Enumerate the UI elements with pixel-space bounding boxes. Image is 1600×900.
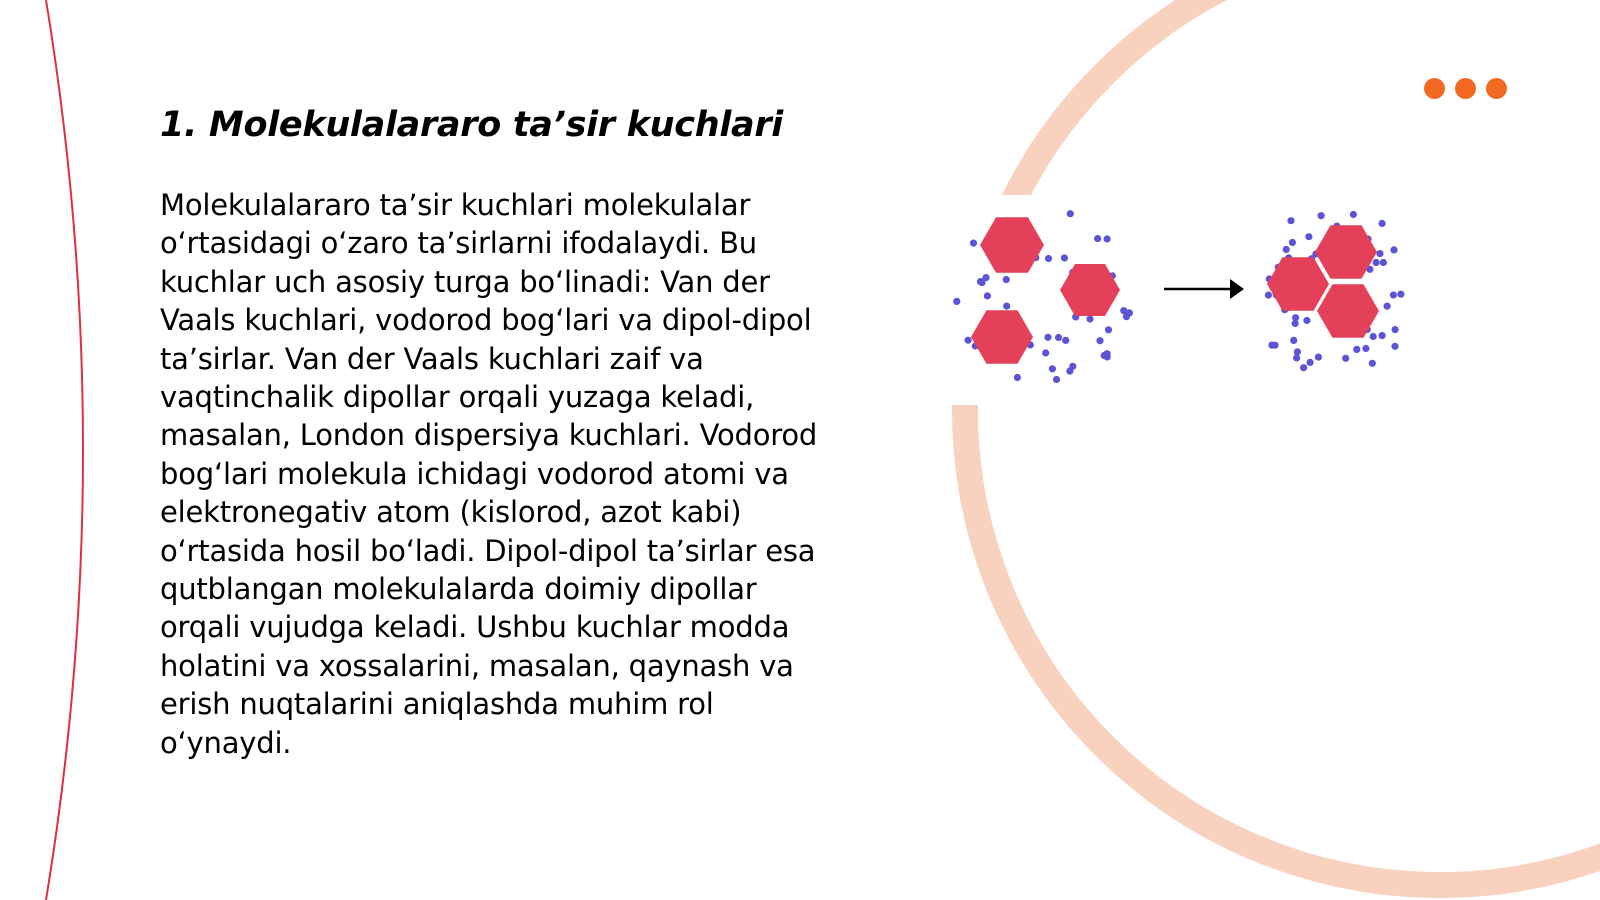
particle-dot	[1384, 303, 1391, 310]
particle-dot	[1055, 334, 1062, 341]
particle-dot	[1376, 250, 1383, 257]
particle-dot	[1390, 291, 1397, 298]
dot	[1486, 78, 1507, 99]
particle-dot	[1265, 292, 1272, 299]
particle-dot	[1289, 239, 1296, 246]
particle-dot	[1104, 235, 1111, 242]
particle-dot	[1318, 212, 1325, 219]
left-accent-arc	[46, 0, 83, 900]
particle-dot	[1044, 334, 1051, 341]
particle-dot	[1342, 355, 1349, 362]
particle-dot	[1370, 333, 1377, 340]
particle-dot	[1042, 349, 1049, 356]
particle-dot	[1373, 259, 1380, 266]
particle-dot	[1003, 276, 1010, 283]
particle-dot	[1061, 254, 1068, 261]
particle-dot	[1104, 350, 1111, 357]
particle-dot	[1126, 309, 1133, 316]
particle-dot	[1369, 360, 1376, 367]
particle-dot	[1105, 326, 1112, 333]
particle-dot	[1045, 255, 1052, 262]
particle-dot	[1379, 332, 1386, 339]
particle-dot	[1069, 363, 1076, 370]
dot	[1455, 78, 1476, 99]
molecule-aggregation-illustration	[950, 195, 1450, 405]
particle-dot	[1094, 235, 1101, 242]
particle-dot	[970, 240, 977, 247]
particle-dot	[1350, 211, 1357, 218]
dot	[1424, 78, 1445, 99]
particle-dot	[1086, 315, 1093, 322]
particle-dot	[1271, 342, 1278, 349]
slide-body: Molekulalararo ta’sir kuchlari molekulalar o‘rtasidagi o‘zaro ta’sirlarni ifodalaydi. Bu kuchlar uch asosiy turga bo‘linadi: Van der Vaals kuchlari, vodorod bog‘lari va dipol-dipol ta’sirlar. Van der Vaals kuchlari zaif va vaqtinchalik dipollar orqali yuzaga keladi, masalan, London dispersiya kuchlari. Vodorod bog‘lari molekula ichidagi vodorod atomi va elektronegativ atom (kislorod, azot kabi) o‘rtasida hosil bo‘ladi. Dipol-dipol ta’sirlar esa qutblangan molekulalarda doimiy dipollar orqali vujudga keladi. Ushbu kuchlar modda holatini va xossalarini, masalan, qaynash va erish nuqtalarini aniqlashda muhim rol o‘ynaydi.	[160, 188, 818, 760]
particle-dot	[1300, 364, 1307, 371]
particle-dot	[1391, 343, 1398, 350]
particle-dot	[1292, 320, 1299, 327]
particle-dot	[1062, 337, 1069, 344]
particle-dot	[1303, 317, 1310, 324]
particle-dot	[1053, 376, 1060, 383]
particle-dot	[1294, 348, 1301, 355]
particle-dot	[1380, 259, 1387, 266]
particle-dot	[1305, 233, 1312, 240]
particle-dot	[1353, 346, 1360, 353]
particle-dot	[1392, 326, 1399, 333]
particle-dot	[1362, 345, 1369, 352]
particle-dot	[984, 292, 991, 299]
particle-dot	[1096, 337, 1103, 344]
particle-dot	[1283, 246, 1290, 253]
particle-dot	[1315, 354, 1322, 361]
particle-dot	[1003, 303, 1010, 310]
decorative-ring	[965, 0, 1600, 885]
particle-dot	[1290, 337, 1297, 344]
particle-dot	[1397, 291, 1404, 298]
particle-dot	[1287, 217, 1294, 224]
particle-dot	[1014, 374, 1021, 381]
particle-dot	[1390, 246, 1397, 253]
particle-dot	[1049, 365, 1056, 372]
particle-dot	[977, 278, 984, 285]
particle-dot	[965, 337, 972, 344]
particle-dot	[953, 298, 960, 305]
three-dots-icon	[1424, 78, 1507, 99]
particle-dot	[1307, 359, 1314, 366]
slide-title: 1. Molekulalararo ta’sir kuchlari	[160, 105, 783, 145]
particle-dot	[1067, 210, 1074, 217]
particle-dot	[1379, 220, 1386, 227]
